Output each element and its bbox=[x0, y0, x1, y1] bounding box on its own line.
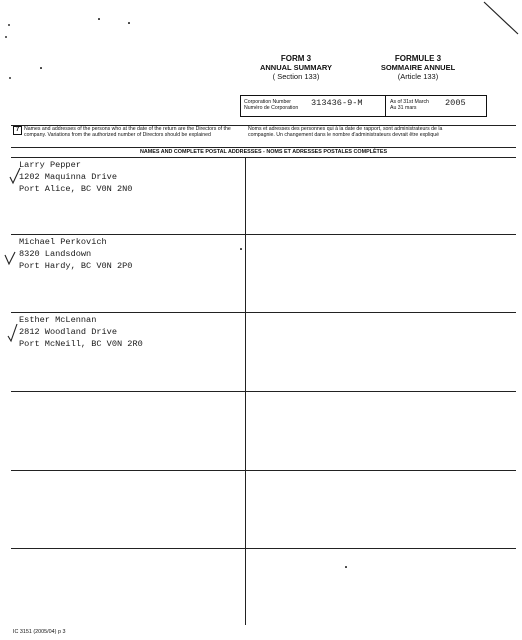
scan-speck bbox=[5, 36, 7, 38]
scan-speck bbox=[8, 24, 10, 26]
corporation-box-divider bbox=[385, 96, 386, 116]
grid-line bbox=[11, 391, 516, 392]
scan-speck bbox=[98, 18, 100, 20]
grid-line bbox=[11, 312, 516, 313]
column-divider bbox=[245, 157, 246, 625]
form-title-fr: SOMMAIRE ANNUEL bbox=[380, 63, 456, 72]
form-number-fr: FORMULE 3 bbox=[394, 54, 442, 63]
grid-line bbox=[11, 548, 516, 549]
scan-corner-line bbox=[480, 0, 522, 40]
scan-speck bbox=[128, 22, 130, 24]
grid-line bbox=[11, 157, 516, 158]
scan-speck bbox=[240, 248, 242, 250]
scan-speck bbox=[40, 67, 42, 69]
director-name: Esther McLennan bbox=[19, 315, 97, 325]
director-city: Port Hardy, BC V0N 2P0 bbox=[19, 261, 133, 271]
corporation-number-label: Corporation Number Numéro de Corporation bbox=[244, 99, 299, 111]
scan-speck bbox=[345, 566, 347, 568]
checkmark-icon bbox=[3, 248, 17, 268]
column-header: NAMES AND COMPLETE POSTAL ADDRESSES - NOMS ET ADRESSES POSTALES COMPLÈTES bbox=[139, 149, 388, 155]
section-number: 7 bbox=[13, 126, 22, 135]
date-label: As of 31st March Au 31 mars bbox=[390, 99, 429, 111]
form-section-en: ( Section 133) bbox=[272, 72, 320, 81]
director-name: Michael Perkovich bbox=[19, 237, 107, 247]
form-code: IC 3151 (2005/04) p 3 bbox=[13, 629, 66, 635]
director-entry bbox=[19, 236, 132, 272]
director-name: Larry Pepper bbox=[19, 160, 81, 170]
form-section-fr: (Article 133) bbox=[397, 72, 439, 81]
form-number-en: FORM 3 bbox=[280, 54, 312, 63]
form-header-fr bbox=[370, 54, 466, 81]
grid-line bbox=[11, 470, 516, 471]
grid-line bbox=[11, 234, 516, 235]
director-entry bbox=[19, 314, 143, 350]
section-note-en: Names and addresses of the persons who at the date of the return are the Directors of the company. Variations from the authorized number of Directors should be explained bbox=[24, 126, 231, 138]
director-city: Port Alice, BC V0N 2N0 bbox=[19, 184, 133, 194]
form-title-en: ANNUAL SUMMARY bbox=[259, 63, 333, 72]
director-entry bbox=[19, 159, 132, 195]
corporation-number-value: 313436-9-M bbox=[311, 98, 363, 108]
checkmark-icon bbox=[8, 166, 22, 186]
section-note-fr: Noms et adresses des personnes qui à la date de rapport, sont administrateurs de la compagnie. Un changement dans le nombre d'administrateurs devrait être expliqué bbox=[248, 126, 443, 138]
director-address: 8320 Landsdown bbox=[19, 249, 92, 259]
scan-speck bbox=[9, 77, 11, 79]
checkmark-icon bbox=[6, 322, 20, 344]
director-address: 1202 Maquinna Drive bbox=[19, 172, 117, 182]
director-address: 2812 Woodland Drive bbox=[19, 327, 117, 337]
corporation-box bbox=[240, 95, 487, 117]
director-city: Port McNeill, BC V0N 2R0 bbox=[19, 339, 143, 349]
form-header-en bbox=[250, 54, 342, 81]
date-value: 2005 bbox=[445, 98, 466, 108]
